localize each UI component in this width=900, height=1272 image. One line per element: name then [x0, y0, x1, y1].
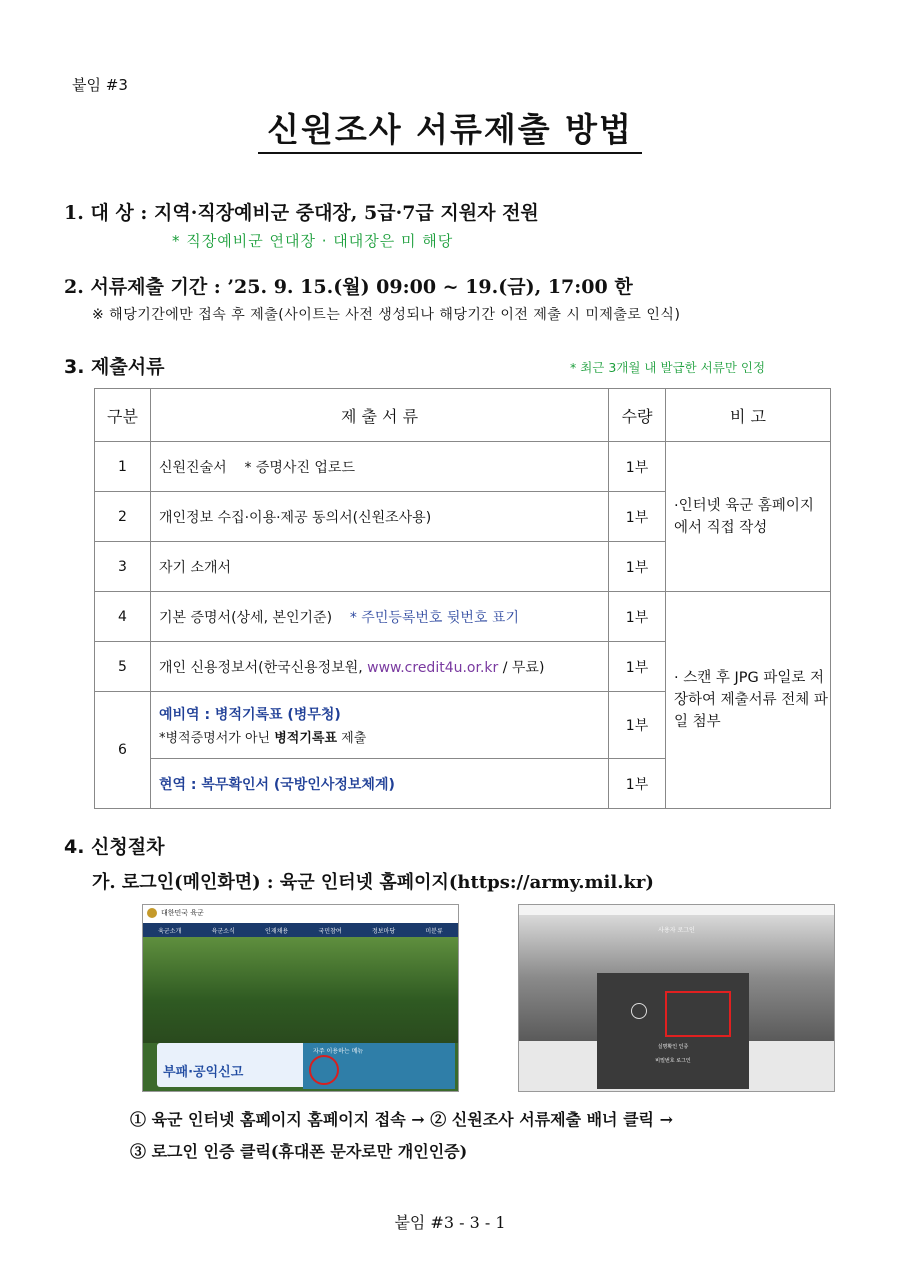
section1-heading: 1. 대 상 : 지역·직장예비군 중대장, 5급·7급 지원자 전원	[64, 202, 539, 224]
section4-subheading: 가. 로그인(메인화면) : 육군 인터넷 홈페이지(https://army.mil.kr)	[92, 872, 654, 893]
header-category: 구분	[95, 389, 151, 442]
promo-banner	[157, 1043, 307, 1087]
login-screenshot	[518, 904, 835, 1092]
nav-item: 국민참여	[318, 927, 342, 935]
row-document	[151, 642, 609, 692]
row-quantity: 1부	[609, 492, 666, 542]
promo-banner-text: 부패·공익신고	[163, 1065, 244, 1080]
document-name: 예비역 : 병적기록표 (병무청)	[159, 707, 341, 723]
row-number: 6	[95, 692, 151, 809]
verify-button[interactable]: 실명확인 인증	[657, 1044, 689, 1050]
title-underline	[258, 152, 642, 154]
page-title: 신원조사 서류제출 방법	[267, 110, 633, 149]
table-row	[95, 592, 831, 642]
document-name-post: / 무료)	[498, 659, 545, 676]
document-extra: * 주민등록번호 뒷번호 표기	[349, 609, 519, 626]
row-number: 3	[95, 542, 151, 592]
document-extra: * 증명사진 업로드	[244, 459, 356, 476]
section2-note: ※ 해당기간에만 접속 후 제출(사이트는 사전 생성되나 해당기간 이전 제출 시 미제출로 인식)	[92, 307, 681, 323]
frequent-menu-box	[303, 1043, 455, 1089]
section3-heading: 3. 제출서류	[64, 356, 165, 378]
row-number: 2	[95, 492, 151, 542]
screenshot-header	[143, 905, 458, 923]
row-quantity: 1부	[609, 542, 666, 592]
steps-line-1: ① 육군 인터넷 홈페이지 홈페이지 접속 → ② 신원조사 서류제출 배너 클릭 →	[130, 1110, 673, 1129]
document-name: 기본 증명서(상세, 본인기준)	[159, 609, 333, 626]
nav-item: 미분류	[425, 927, 443, 935]
steps-line-2: ③ 로그인 인증 클릭(휴대폰 문자로만 개인인증)	[130, 1142, 468, 1161]
credit-site-link[interactable]: www.credit4u.or.kr	[367, 659, 499, 676]
row-document: 자기 소개서	[151, 542, 609, 592]
remarks-group-1: ·인터넷 육군 홈페이지 에서 직접 작성	[666, 442, 831, 592]
document-name: 신원진술서	[159, 459, 227, 476]
subnote-pre: *병적증명서가 아닌	[159, 731, 275, 746]
row-quantity: 1부	[609, 592, 666, 642]
section3-note: * 최근 3개월 내 발급한 서류만 인정	[570, 360, 766, 375]
row-number: 1	[95, 442, 151, 492]
section2-heading: 2. 서류제출 기간 : ’25. 9. 15.(월) 09:00 ~ 19.(금), 17:00 한	[64, 276, 633, 298]
row-number: 4	[95, 592, 151, 642]
document-name: 현역 : 복무확인서 (국방인사정보체계)	[159, 776, 395, 793]
row-document	[151, 442, 609, 492]
login-highlight-box	[665, 991, 731, 1037]
army-emblem-icon	[147, 908, 157, 918]
subnote-bold: 병적기록표	[274, 731, 338, 746]
document-name-pre: 개인 신용정보서(한국신용정보원,	[159, 659, 368, 676]
login-title: 사용자 로그인	[658, 927, 695, 934]
user-icon	[631, 1003, 647, 1019]
army-logo-text: 대한민국 육군	[161, 909, 204, 917]
row-document: 개인정보 수집·이용·제공 동의서(신원조사용)	[151, 492, 609, 542]
soldiers-photo	[143, 937, 458, 1043]
table-header-row	[95, 389, 831, 442]
row-quantity: 1부	[609, 692, 666, 759]
row-number: 5	[95, 642, 151, 692]
document-subnote	[159, 727, 607, 746]
documents-table	[94, 388, 831, 809]
header-documents: 제 출 서 류	[151, 389, 609, 442]
row-quantity: 1부	[609, 642, 666, 692]
subnote-post: 제출	[337, 731, 367, 746]
screenshot-nav	[143, 923, 458, 937]
nav-item: 육군소개	[158, 927, 182, 935]
row-document	[151, 759, 609, 809]
section4-heading: 4. 신청절차	[64, 836, 165, 858]
login-panel	[597, 973, 749, 1089]
page-footer: 붙임 #3 - 3 - 1	[394, 1213, 506, 1232]
table-row	[95, 442, 831, 492]
procedure-steps	[130, 1104, 673, 1168]
nav-item: 정보마당	[371, 927, 396, 935]
password-login-button[interactable]: 비밀번호 로그인	[655, 1058, 691, 1064]
row-document	[151, 692, 609, 759]
attachment-label: 붙임 #3	[72, 76, 128, 94]
row-quantity: 1부	[609, 759, 666, 809]
row-document	[151, 592, 609, 642]
browser-bar	[519, 905, 834, 915]
section1-note: * 직장예비군 연대장 · 대대장은 미 해당	[172, 232, 454, 250]
nav-item: 인재채용	[265, 927, 289, 935]
row-quantity: 1부	[609, 442, 666, 492]
highlight-circle-icon	[309, 1055, 339, 1085]
header-quantity: 수량	[609, 389, 666, 442]
frequent-menu-title: 자주 이용하는 메뉴	[313, 1048, 364, 1055]
nav-item: 육군소식	[211, 927, 235, 935]
header-remarks: 비 고	[666, 389, 831, 442]
homepage-screenshot	[142, 904, 459, 1092]
remarks-group-2: · 스캔 후 JPG 파일로 저장하여 제출서류 전체 파일 첨부	[666, 592, 831, 809]
